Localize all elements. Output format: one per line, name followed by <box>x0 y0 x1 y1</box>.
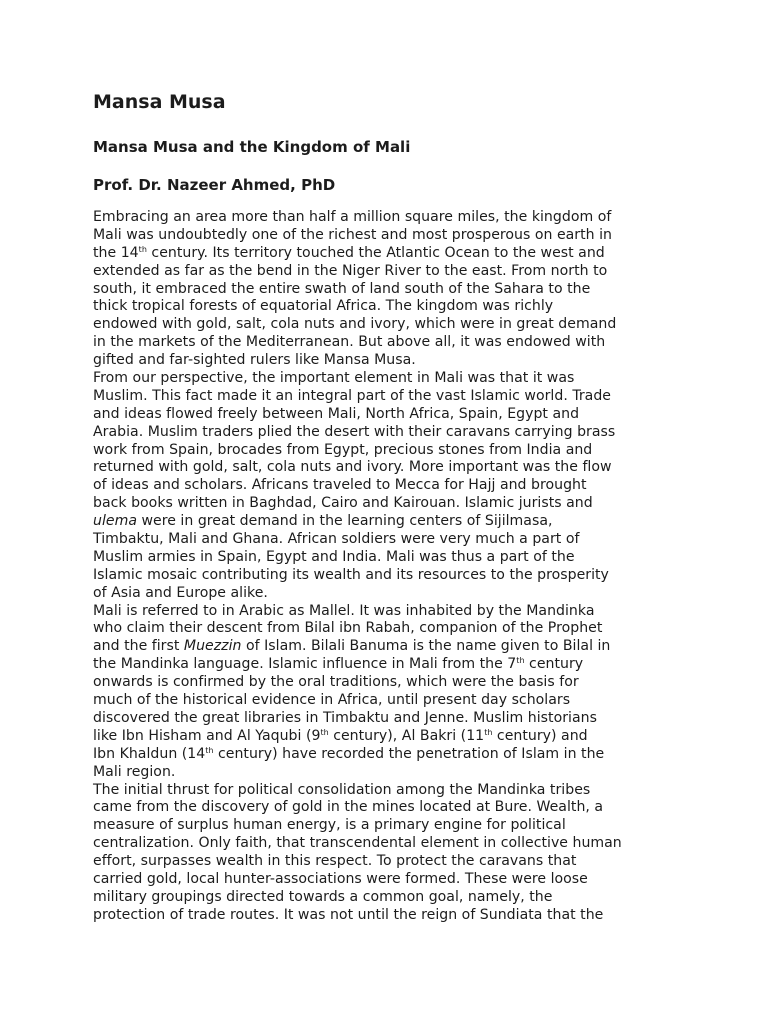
text-run: thick tropical forests of equatorial Africa. The kingdom was richly <box>93 298 554 315</box>
body-line <box>93 227 683 245</box>
document-subtitle: Mansa Musa and the Kingdom of Mali <box>93 138 411 156</box>
text-run: century), Al Bakri (11 <box>328 727 485 744</box>
body-line <box>93 728 683 746</box>
superscript-text: th <box>320 727 329 737</box>
body-line <box>93 567 683 585</box>
body-line <box>93 656 683 674</box>
text-run: From our perspective, the important element in Mali was that it was <box>93 370 575 387</box>
text-run: carried gold, local hunter-associations were formed. These were loose <box>93 870 588 887</box>
text-run: Islamic mosaic contributing its wealth and its resources to the prosperity <box>93 566 609 583</box>
body-line <box>93 889 683 907</box>
text-run: the Mandinka language. Islamic influence in Mali from the 7 <box>93 656 517 673</box>
text-run: Muslim. This fact made it an integral part of the vast Islamic world. Trade <box>93 387 611 404</box>
document-body <box>93 209 683 925</box>
text-run: south, it embraced the entire swath of land south of the Sahara to the <box>93 280 591 297</box>
body-line <box>93 513 683 531</box>
body-line <box>93 835 683 853</box>
body-line <box>93 424 683 442</box>
body-line <box>93 746 683 764</box>
text-run: of Islam. Bilali Banuma is the name given to Bilal in <box>241 638 611 655</box>
body-line <box>93 477 683 495</box>
text-run: like Ibn Hisham and Al Yaqubi (9 <box>93 727 321 744</box>
body-line <box>93 370 683 388</box>
document-title: Mansa Musa <box>93 91 226 113</box>
text-run: who claim their descent from Bilal ibn Rabah, companion of the Prophet <box>93 620 603 637</box>
text-run: extended as far as the bend in the Niger River to the east. From north to <box>93 262 608 279</box>
text-run: Mali was undoubtedly one of the richest and most prosperous on earth in <box>93 226 612 243</box>
body-line <box>93 853 683 871</box>
text-run: Mali is referred to in Arabic as Mallel. It was inhabited by the Mandinka <box>93 602 595 619</box>
body-line <box>93 764 683 782</box>
text-run: Embracing an area more than half a million square miles, the kingdom of <box>93 209 612 225</box>
text-run: centralization. Only faith, that transcendental element in collective human <box>93 835 622 852</box>
document-author: Prof. Dr. Nazeer Ahmed, PhD <box>93 176 336 194</box>
text-run: discovered the great libraries in Timbaktu and Jenne. Muslim historians <box>93 709 597 726</box>
text-run: effort, surpasses wealth in this respect. To protect the caravans that <box>93 853 577 870</box>
italic-text: ulema <box>93 513 137 530</box>
body-line <box>93 388 683 406</box>
body-line <box>93 674 683 692</box>
body-line <box>93 620 683 638</box>
body-line <box>93 281 683 299</box>
text-run: gifted and far-sighted rulers like Mansa Musa. <box>93 352 416 369</box>
text-run: and ideas flowed freely between Mali, North Africa, Spain, Egypt and <box>93 405 580 422</box>
body-line <box>93 298 683 316</box>
text-run: Ibn Khaldun (14 <box>93 745 206 762</box>
text-run: military groupings directed towards a common goal, namely, the <box>93 888 553 905</box>
text-run: The initial thrust for political consolidation among the Mandinka tribes <box>93 781 591 798</box>
text-run: back books written in Baghdad, Cairo and Kairouan. Islamic jurists and <box>93 495 593 512</box>
text-run: century <box>524 656 584 673</box>
text-run: endowed with gold, salt, cola nuts and ivory, which were in great demand <box>93 316 617 333</box>
body-line <box>93 782 683 800</box>
body-line <box>93 334 683 352</box>
text-run: Muslim armies in Spain, Egypt and India. Mali was thus a part of the <box>93 548 575 565</box>
text-run: and the first <box>93 638 184 655</box>
body-line <box>93 603 683 621</box>
body-line <box>93 799 683 817</box>
text-run: of Asia and Europe alike. <box>93 584 268 601</box>
text-run: of ideas and scholars. Africans traveled to Mecca for Hajj and brought <box>93 477 587 494</box>
body-line <box>93 692 683 710</box>
body-line <box>93 316 683 334</box>
text-run: Arabia. Muslim traders plied the desert with their caravans carrying brass <box>93 423 616 440</box>
superscript-text: th <box>205 745 214 755</box>
text-run: century. Its territory touched the Atlantic Ocean to the west and <box>146 244 605 261</box>
text-run: returned with gold, salt, cola nuts and ivory. More important was the flow <box>93 459 612 476</box>
superscript-text: th <box>138 244 147 254</box>
text-run: Timbaktu, Mali and Ghana. African soldiers were very much a part of <box>93 531 580 548</box>
body-line <box>93 710 683 728</box>
body-line <box>93 406 683 424</box>
body-line <box>93 907 683 925</box>
body-line <box>93 585 683 603</box>
body-line <box>93 549 683 567</box>
text-run: the 14 <box>93 244 139 261</box>
text-run: in the markets of the Mediterranean. But above all, it was endowed with <box>93 334 606 351</box>
text-run: were in great demand in the learning centers of Sijilmasa, <box>137 513 553 530</box>
superscript-text: th <box>516 656 525 666</box>
text-run: Mali region. <box>93 763 176 780</box>
body-line <box>93 352 683 370</box>
body-line <box>93 459 683 477</box>
text-run: century) have recorded the penetration of Islam in the <box>213 745 605 762</box>
text-run: much of the historical evidence in Africa, until present day scholars <box>93 692 571 709</box>
text-run: came from the discovery of gold in the mines located at Bure. Wealth, a <box>93 799 604 816</box>
body-line <box>93 638 683 656</box>
body-line <box>93 245 683 263</box>
text-run: century) and <box>492 727 588 744</box>
text-run: measure of surplus human energy, is a primary engine for political <box>93 817 566 834</box>
text-run: protection of trade routes. It was not until the reign of Sundiata that the <box>93 906 604 923</box>
body-line <box>93 442 683 460</box>
superscript-text: th <box>484 727 493 737</box>
body-line <box>93 209 683 227</box>
body-line <box>93 495 683 513</box>
text-run: onwards is confirmed by the oral traditions, which were the basis for <box>93 674 579 691</box>
body-line <box>93 871 683 889</box>
italic-text: Muezzin <box>183 638 242 655</box>
body-line <box>93 817 683 835</box>
text-run: work from Spain, brocades from Egypt, precious stones from India and <box>93 441 593 458</box>
body-line <box>93 263 683 281</box>
body-line <box>93 531 683 549</box>
